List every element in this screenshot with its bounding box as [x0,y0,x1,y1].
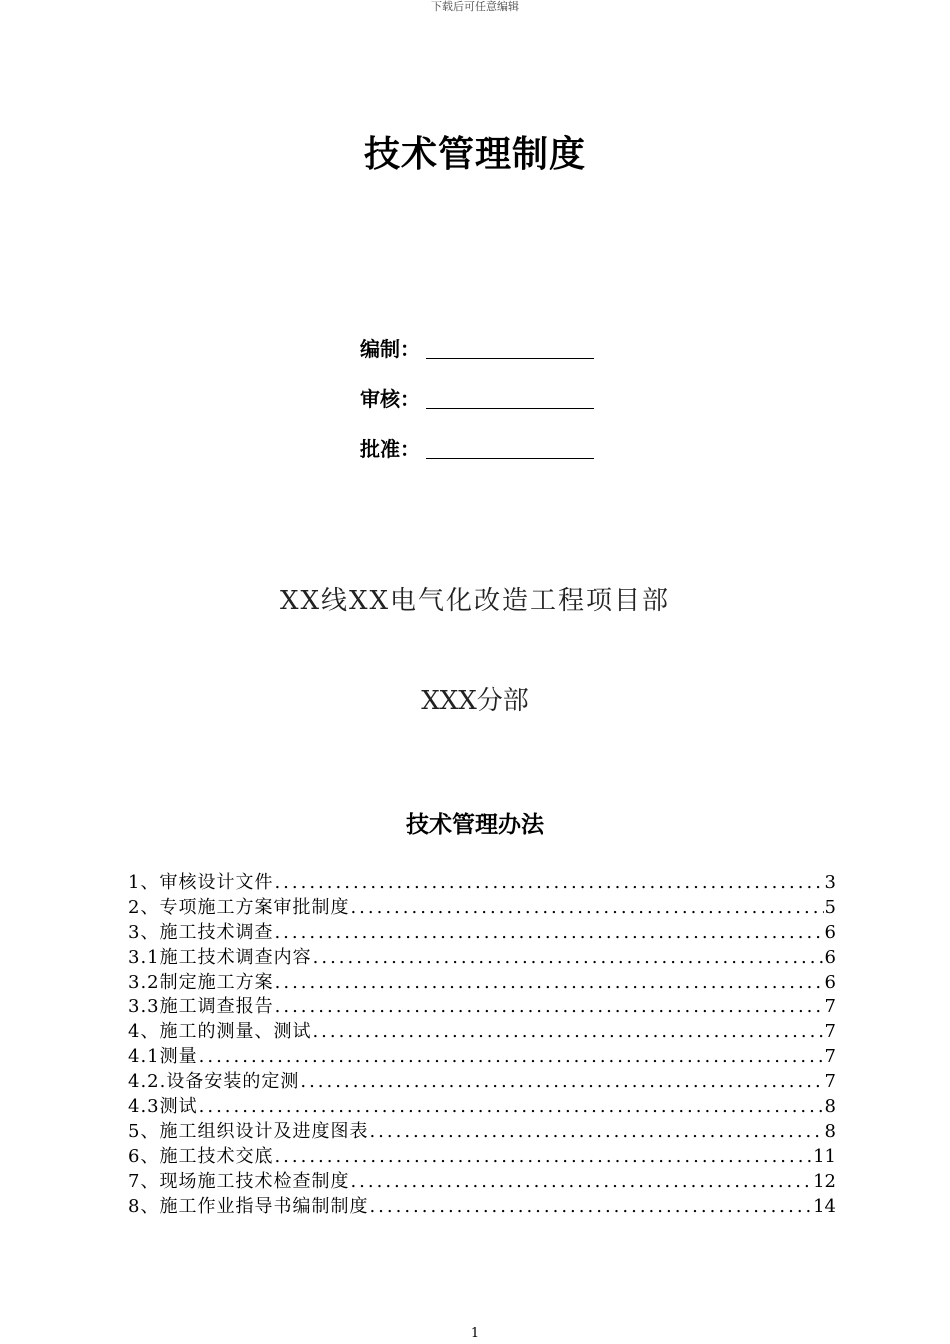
toc-dot-leader [274,1145,812,1170]
toc-entry-text: 2、专项施工方案审批制度 [128,896,350,918]
toc-entry-page: 6 [824,971,836,993]
toc-entry[interactable] [128,896,836,921]
page-number: 1 [470,1326,480,1341]
signature-row-reviewer [360,372,620,422]
signature-label-compiler: 编制： [360,336,420,361]
toc-entry-text: 4、施工的测量、测试 [128,1021,312,1043]
toc-entry[interactable] [128,1095,836,1120]
toc-entry[interactable] [128,1070,836,1095]
document-title: 技术管理制度 [363,134,586,175]
toc-entry-text: 4.3测试 [128,1096,198,1118]
toc-entry-text: 5、施工组织设计及进度图表 [128,1120,369,1142]
toc-entry-page: 3 [824,872,836,893]
signature-row-compiler [360,322,620,372]
toc-entry-page: 12 [813,1170,836,1192]
toc-entry-page: 7 [824,1071,836,1093]
toc-entry[interactable] [128,971,836,996]
toc-entry[interactable] [128,1170,836,1195]
toc-entry[interactable] [128,946,836,971]
toc-dot-leader [369,1120,823,1145]
toc-dot-leader [369,1195,812,1220]
toc-entry[interactable] [128,921,836,946]
toc-dot-leader [313,946,824,971]
toc-entry-page: 11 [813,1145,836,1167]
toc-entry-page: 6 [824,946,836,968]
toc-entry-text: 8、施工作业指导书编制制度 [128,1195,369,1217]
signature-label-reviewer: 审核： [360,386,420,411]
signature-line-approver [426,436,594,459]
toc-entry-page: 6 [824,921,836,943]
toc-dot-leader [274,871,823,896]
toc-dot-leader [350,1170,812,1195]
toc-entry-text: 4.2.设备安装的定测 [128,1071,300,1093]
toc-entry-page: 7 [824,1021,836,1043]
toc-entry-text: 3.2制定施工方案 [128,971,274,993]
toc-entry-text: 3.3施工调查报告 [128,996,274,1018]
toc-entry-text: 3、施工技术调查 [128,921,274,943]
organization-name: XX线XX电气化改造工程项目部 [279,586,671,616]
toc-entry-page: 5 [824,896,836,918]
toc-entry-text: 7、现场施工技术检查制度 [128,1170,350,1192]
signature-line-compiler [426,336,594,359]
toc-dot-leader [199,1045,824,1070]
toc-entry-page: 8 [824,1120,836,1142]
toc-dot-leader [300,1070,823,1095]
toc-dot-leader [350,896,823,921]
toc-dot-leader [275,971,824,996]
toc-entry[interactable] [128,1195,836,1220]
toc-entry[interactable] [128,1045,836,1070]
signature-row-approver [360,422,620,472]
toc-entry[interactable] [128,1020,836,1045]
toc-entry[interactable] [128,1145,836,1170]
toc-heading: 技术管理办法 [406,812,544,838]
toc-entry-page: 8 [824,1096,836,1118]
toc-dot-leader [275,995,824,1020]
toc-entry-page: 7 [824,996,836,1018]
header-note: 下载后可任意编辑 [431,0,519,13]
toc-entry-text: 4.1测量 [128,1046,198,1068]
toc-entry-page: 7 [824,1046,836,1068]
table-of-contents [128,871,836,1219]
toc-dot-leader [199,1095,824,1120]
toc-dot-leader [312,1020,823,1045]
signature-label-approver: 批准： [360,436,420,461]
branch-name: XXX分部 [421,686,529,716]
toc-entry[interactable] [128,871,836,896]
toc-entry-text: 1、审核设计文件 [128,872,274,893]
signature-line-reviewer [426,386,594,409]
toc-entry[interactable] [128,995,836,1020]
toc-entry-page: 14 [813,1195,836,1217]
toc-dot-leader [274,921,823,946]
toc-entry[interactable] [128,1120,836,1145]
signature-block [360,322,620,472]
toc-entry-text: 6、施工技术交底 [128,1145,274,1167]
toc-entry-text: 3.1施工技术调查内容 [128,946,312,968]
